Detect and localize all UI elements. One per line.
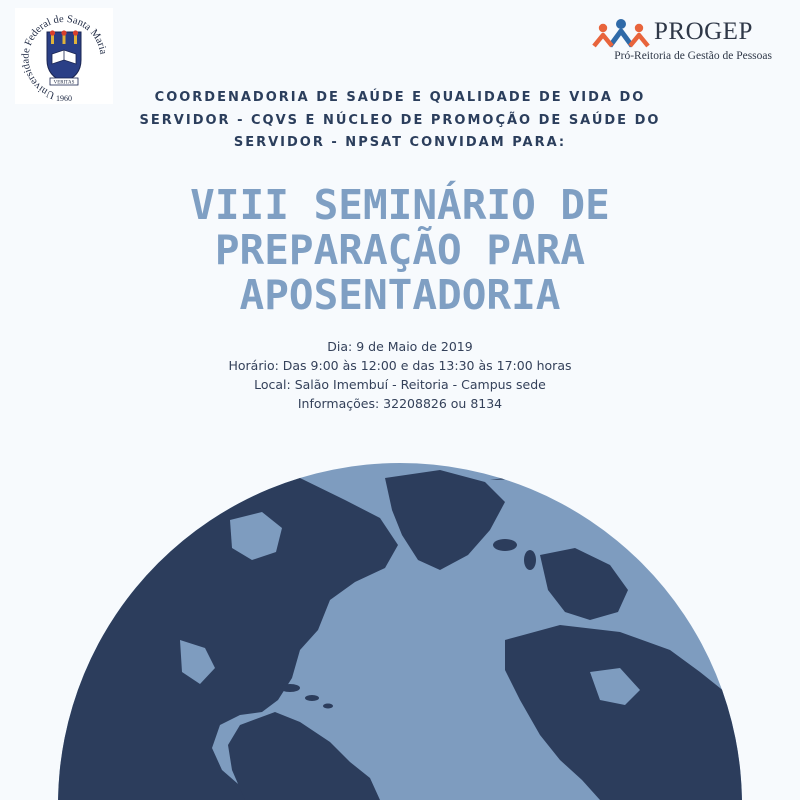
progep-subtitle: Pró-Reitoria de Gestão de Pessoas: [614, 50, 772, 62]
intro-line-1: COORDENADORIA DE SAÚDE E QUALIDADE DE VIDA DO: [154, 90, 646, 105]
intro-line-2: SERVIDOR - CQVS E NÚCLEO DE PROMOÇÃO DE SAÚDE DO: [139, 112, 661, 128]
university-logo: [15, 8, 113, 104]
university-seal-icon: [15, 8, 113, 104]
event-location: Local: Salão Imembuí - Reitoria - Campus sede: [254, 377, 546, 392]
people-group-icon: [592, 18, 650, 48]
event-date: Dia: 9 de Maio de 2019: [327, 339, 473, 354]
globe-continents: [0, 470, 800, 800]
globe-ocean: [58, 463, 742, 800]
invitation-intro: [100, 87, 700, 155]
title-line-1: VIII SEMINÁRIO DE: [190, 181, 610, 229]
seal-ring-text: Universidade Federal de Santa Maria: [20, 13, 109, 101]
seal-year: 1960: [56, 94, 72, 103]
progep-logo: [592, 14, 772, 64]
intro-line-3: SERVIDOR - NPSAT CONVIDAM PARA:: [233, 135, 567, 150]
event-contact: Informações: 32208826 ou 8134: [297, 396, 503, 411]
seal-ribbon-text: VERITAS: [53, 80, 75, 86]
title-line-3: APOSENTADORIA: [239, 271, 561, 319]
title-line-2: PREPARAÇÃO PARA: [214, 226, 586, 274]
event-time: Horário: Das 9:00 às 12:00 e das 13:30 às 17:00 horas: [228, 358, 572, 373]
progep-name: PROGEP: [654, 18, 753, 45]
event-details: [100, 337, 700, 413]
event-title: [60, 183, 740, 318]
